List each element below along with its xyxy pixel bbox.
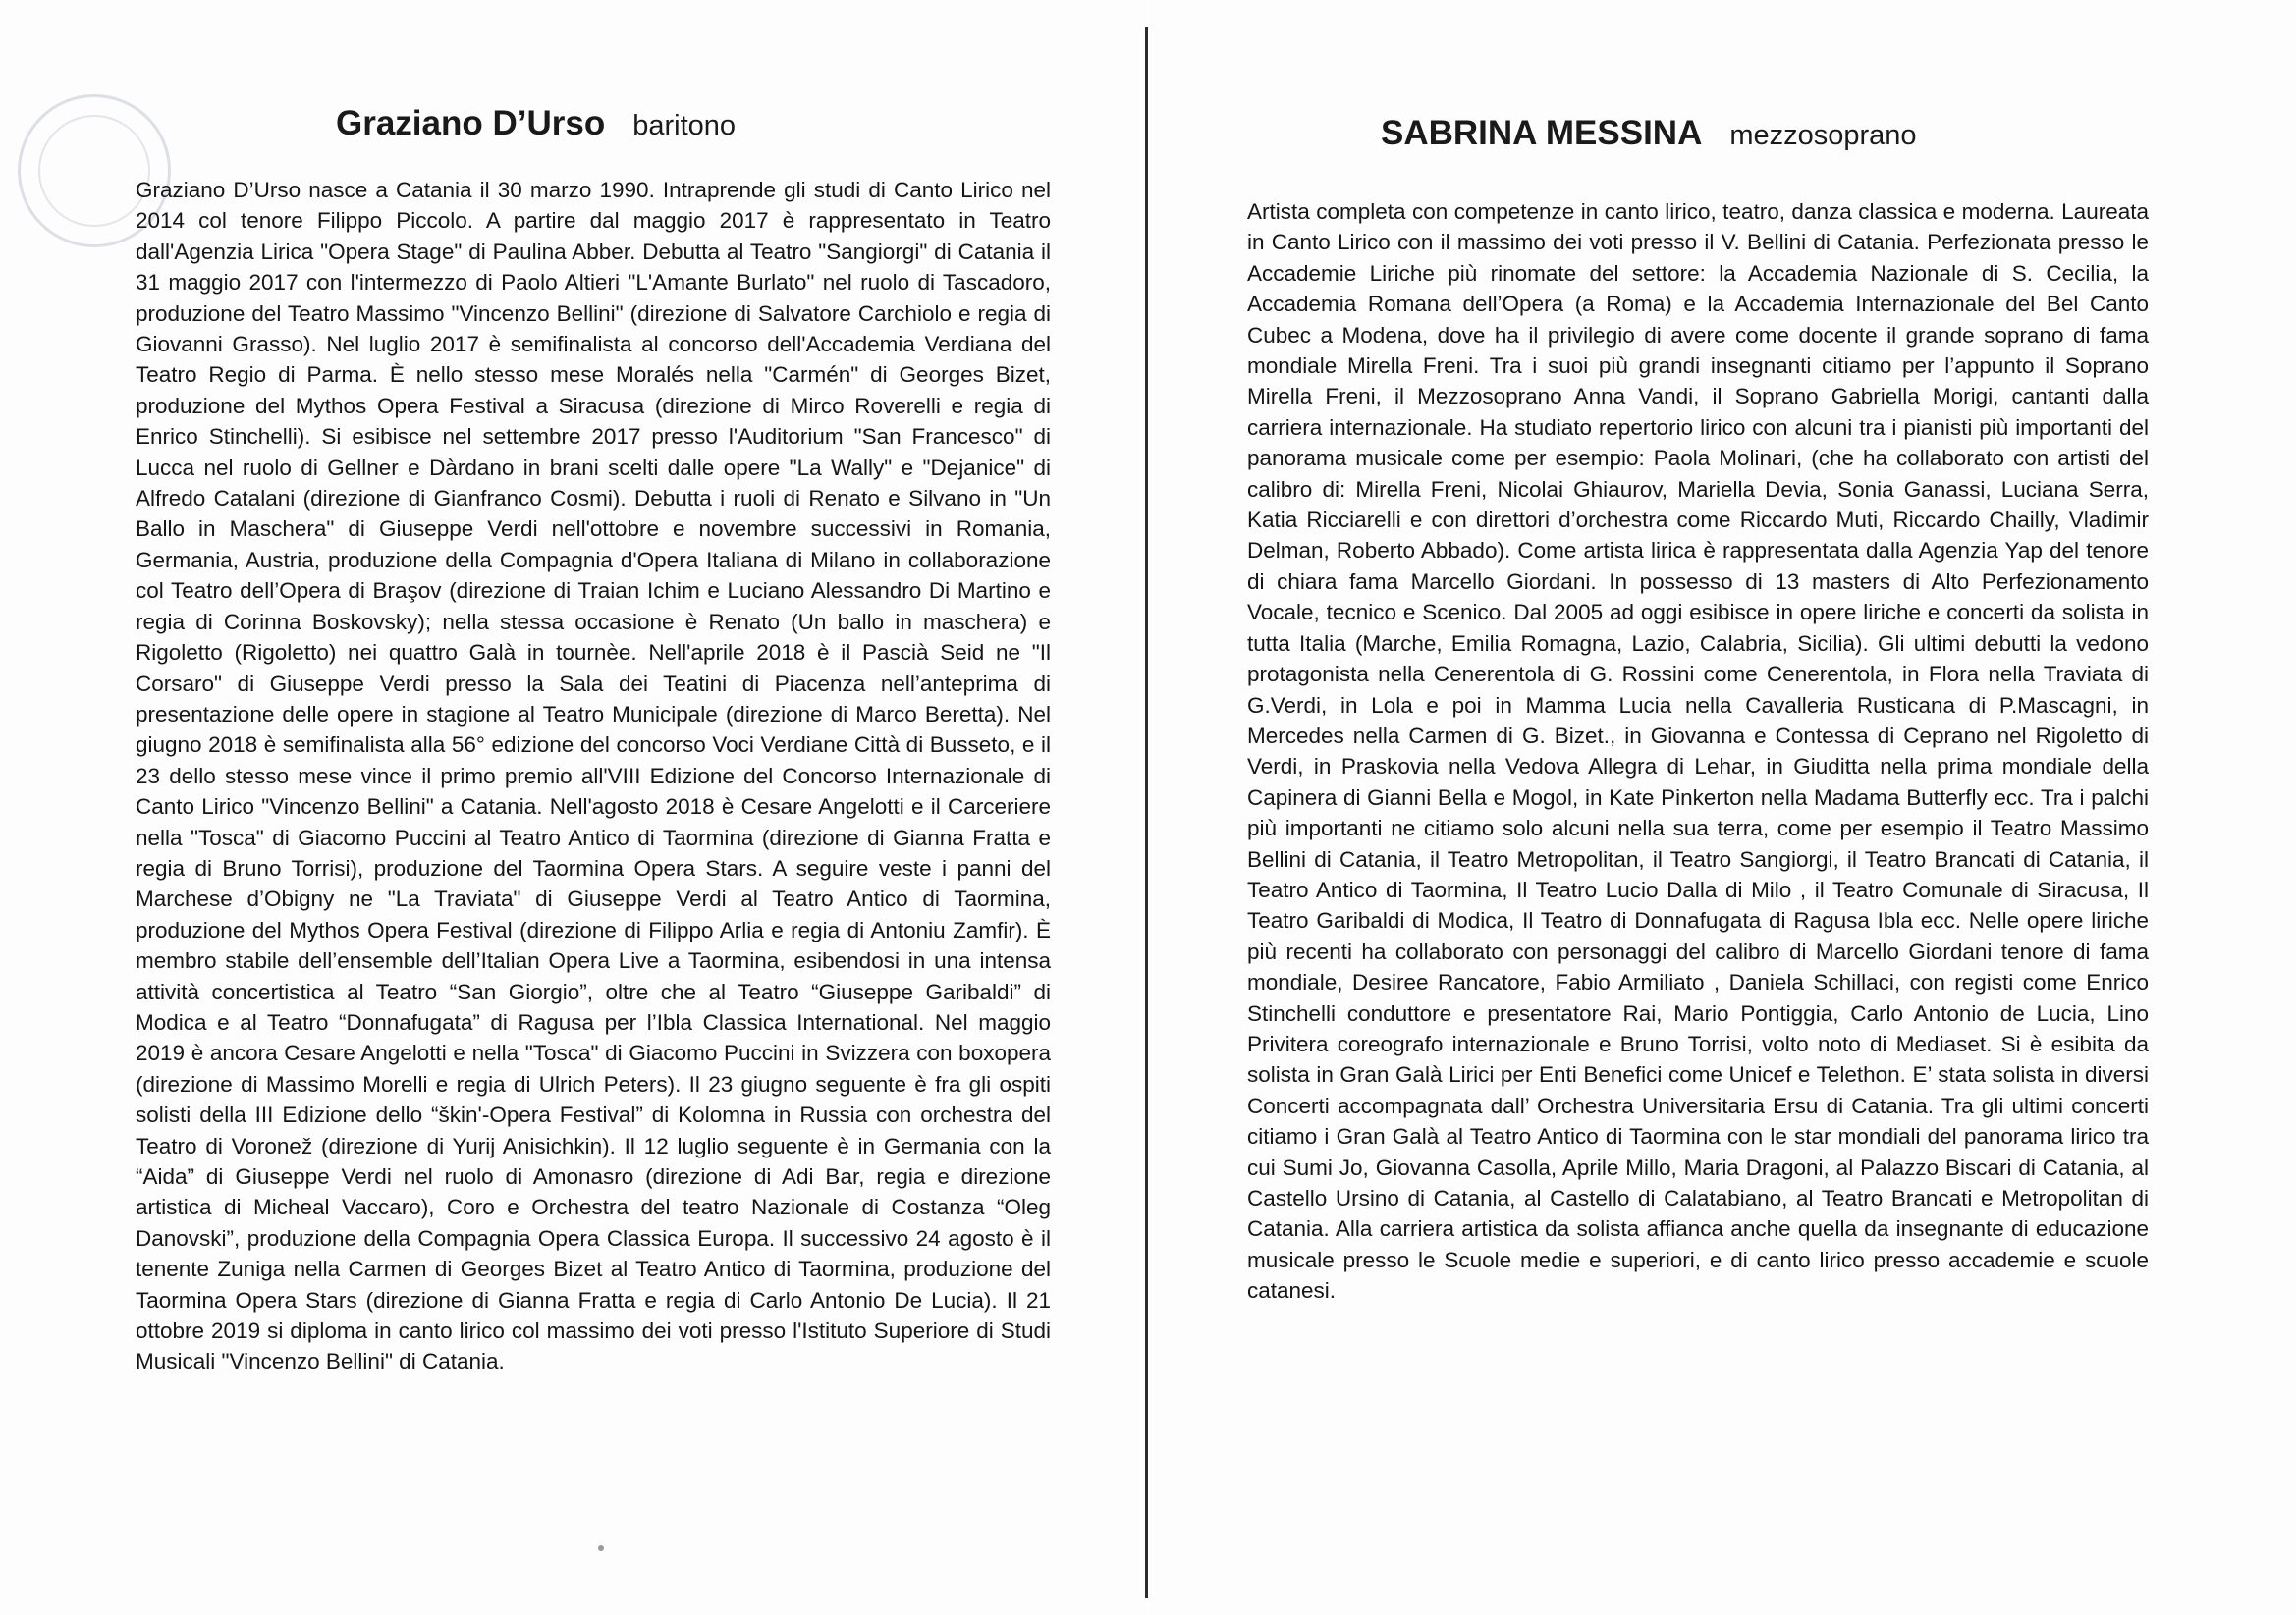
left-page-heading <box>336 104 736 143</box>
singer-name: Graziano D’Urso <box>336 104 606 142</box>
right-page-heading <box>1381 114 1917 153</box>
right-page <box>1149 0 2296 1615</box>
page-fold-divider <box>1145 27 1148 1598</box>
singer-name: SABRINA MESSINA <box>1381 114 1703 152</box>
voice-type: baritono <box>632 110 737 141</box>
biography-text: Graziano D’Urso nasce a Catania il 30 marzo 1990. Intraprende gli studi di Canto Lirico nel 2014 col tenore Filippo Piccolo. A partire dal maggio 2017 è rappresentato in Teatro dall'Agenzia Lirica "Opera Stage" di Paulina Abber. Debutta al Teatro "Sangiorgi" di Catania il 31 maggio 2017 con l'intermezzo di Paolo Altieri "L'Amante Burlato" nel ruolo di Tascadoro, produzione del Teatro Massimo "Vincenzo Bellini" (direzione di Salvatore Carchiolo e regia di Giovanni Grasso). Nel luglio 2017 è semifinalista al concorso dell'Accademia Verdiana del Teatro Regio di Parma. È nello stesso mese Moralés nella "Carmén" di Georges Bizet, produzione del Mythos Opera Festival a Siracusa (direzione di Mirco Roverelli e regia di Enrico Stinchelli). Si esibisce nel settembre 2017 presso l'Auditorium "San Francesco" di Lucca nel ruolo di Gellner e Dàrdano in brani scelti dalle opere "La Wally" e "Dejanice" di Alfredo Catalani (direzione di Gianfranco Cosmi). Debutta i ruoli di Renato e Silvano in "Un Ballo in Maschera" di Giuseppe Verdi nell'ottobre e novembre successivi in Romania, Germania, Austria, produzione della Compagnia d'Opera Italiana di Milano in collaborazione col Teatro dell’Opera di Braşov (direzione di Traian Ichim e Luciano Alessandro Di Martino e regia di Corinna Boskovsky); nella stessa occasione è Renato (Un ballo in maschera) e Rigoletto (Rigoletto) nei quattro Galà in tournèe. Nell'aprile 2018 è il Pascià Seid ne "Il Corsaro" di Giuseppe Verdi presso la Sala dei Teatini di Piacenza nell’anteprima di presentazione delle opere in stagione al Teatro Municipale (direzione di Marco Beretta). Nel giugno 2018 è semifinalista alla 56° edizione del concorso Voci Verdiane Città di Busseto, e il 23 dello stesso mese vince il primo premio all'VIII Edizione del Concorso Internazionale di Canto Lirico "Vincenzo Bellini" a Catania. Nell'agosto 2018 è Cesare Angelotti e il Carceriere nella "Tosca" di Giacomo Puccini al Teatro Antico di Taormina (direzione di Gianna Fratta e regia di Bruno Torrisi), produzione del Taormina Opera Stars. A seguire veste i panni del Marchese d’Obigny ne "La Traviata" di Giuseppe Verdi al Teatro Antico di Taormina, produzione del Mythos Opera Festival (direzione di Filippo Arlia e regia di Antoniu Zamfir). È membro stabile dell’ensemble dell’Italian Opera Live a Taormina, esibendosi in una intensa attività concertistica al Teatro “San Giorgio”, oltre che al Teatro “Giuseppe Garibaldi” di Modica e al Teatro “Donnafugata” di Ragusa per l’Ibla Classica International. Nel maggio 2019 è ancora Cesare Angelotti e nella "Tosca" di Giacomo Puccini in Svizzera con boxopera (direzione di Massimo Morelli e regia di Ulrich Peters). Il 23 giugno seguente è fra gli ospiti solisti della III Edizione dello “škin'-Opera Festival” di Kolomna in Russia con orchestra del Teatro di Voronež (direzione di Yurij Anisichkin). Il 12 luglio seguente è in Germania con la “Aida” di Giuseppe Verdi nel ruolo di Amonasro (direzione di Adi Bar, regia e direzione artistica di Micheal Vaccaro), Coro e Orchestra del teatro Nazionale di Costanza “Oleg Danovski”, produzione della Compagnia Opera Classica Europa. Il successivo 24 agosto è il tenente Zuniga nella Carmen di Georges Bizet al Teatro Antico di Taormina, produzione del Taormina Opera Stars (direzione di Gianna Fratta e regia di Carlo Antonio De Lucia). Il 21 ottobre 2019 si diploma in canto lirico col massimo dei voti presso l'Istituto Superiore di Studi Musicali "Vincenzo Bellini" di Catania. <box>136 178 1051 1374</box>
voice-type: mezzosoprano <box>1729 120 1917 151</box>
scan-speck <box>598 1545 604 1551</box>
left-page <box>0 0 1147 1615</box>
biography-text: Artista completa con competenze in canto lirico, teatro, danza classica e moderna. Laureata in Canto Lirico con il massimo dei voti presso il V. Bellini di Catania. Perfezionata presso le Accademie Liriche più rinomate del settore: la Accademia Nazionale di S. Cecilia, la Accademia Romana dell’Opera (a Roma) e la Accademia Internazionale del Bel Canto Cubec a Modena, dove ha il privilegio di avere come docente il grande soprano di fama mondiale Mirella Freni. Tra i suoi più grandi insegnanti citiamo per l’appunto il Soprano Mirella Freni, il Mezzosoprano Anna Vandi, il Soprano Gabriella Morigi, cantanti dalla carriera internazionale. Ha studiato repertorio lirico con alcuni tra i pianisti più importanti del panorama musicale come per esempio: Paola Molinari, (che ha collaborato con artisti del calibro di: Mirella Freni, Nicolai Ghiaurov, Mariella Devia, Sonia Ganassi, Luciana Serra, Katia Ricciarelli e con direttori d’orchestra come Riccardo Muti, Riccardo Chailly, Vladimir Delman, Roberto Abbado). Come artista lirica è rappresentata dalla Agenzia Yap del tenore di chiara fama Marcello Giordani. In possesso di 13 masters di Alto Perfezionamento Vocale, tecnico e Scenico. Dal 2005 ad oggi esibisce in opere liriche e concerti da solista in tutta Italia (Marche, Emilia Romagna, Lazio, Calabria, Sicilia). Gli ultimi debutti la vedono protagonista nella Cenerentola di G. Rossini come Cenerentola, in Flora nella Traviata di G.Verdi, in Lola e poi in Mamma Lucia nella Cavalleria Rusticana di P.Mascagni, in Mercedes nella Carmen di G. Bizet., in Giovanna e Contessa di Ceprano nel Rigoletto di Verdi, in Praskovia nella Vedova Allegra di Lehar, in Giuditta nella prima mondiale della Capinera di Gianni Bella e Mogol, in Kate Pinkerton nella Madama Butterfly ecc. Tra i palchi più importanti ne citiamo solo alcuni nella sua terra, come per esempio il Teatro Massimo Bellini di Catania, il Teatro Metropolitan, il Teatro Sangiorgi, il Teatro Brancati di Catania, il Teatro Antico di Taormina, Il Teatro Lucio Dalla di Milo , il Teatro Comunale di Siracusa, Il Teatro Garibaldi di Modica, Il Teatro di Donnafugata di Ragusa Ibla ecc. Nelle opere liriche più recenti ha collaborato con personaggi del calibro di Marcello Giordani tenore di fama mondiale, Desiree Rancatore, Fabio Armiliato , Daniela Schillaci, con registi come Enrico Stinchelli conduttore e presentatore Rai, Mario Pontiggia, Carlo Antonio de Lucia, Lino Privitera coreografo internazionale e Bruno Torrisi, volto noto di Mediaset. Si è esibita da solista in Gran Galà Lirici per Enti Benefici come Unicef e Telethon. E’ stata solista in diversi Concerti accompagnata dall’ Orchestra Universitaria Ersu di Catania. Tra gli ultimi concerti citiamo i Gran Galà al Teatro Antico di Taormina con le star mondiali del panorama lirico tra cui Sumi Jo, Giovanna Casolla, Aprile Millo, Maria Dragoni, al Palazzo Biscari di Catania, al Castello Ursino di Catania, al Castello di Calatabiano, al Teatro Brancati e Metropolitan di Catania. Alla carriera artistica da solista affianca anche quella da insegnante di educazione musicale presso le Scuole medie e superiori, e di canto lirico presso accademie e scuole catanesi. <box>1247 199 2149 1304</box>
